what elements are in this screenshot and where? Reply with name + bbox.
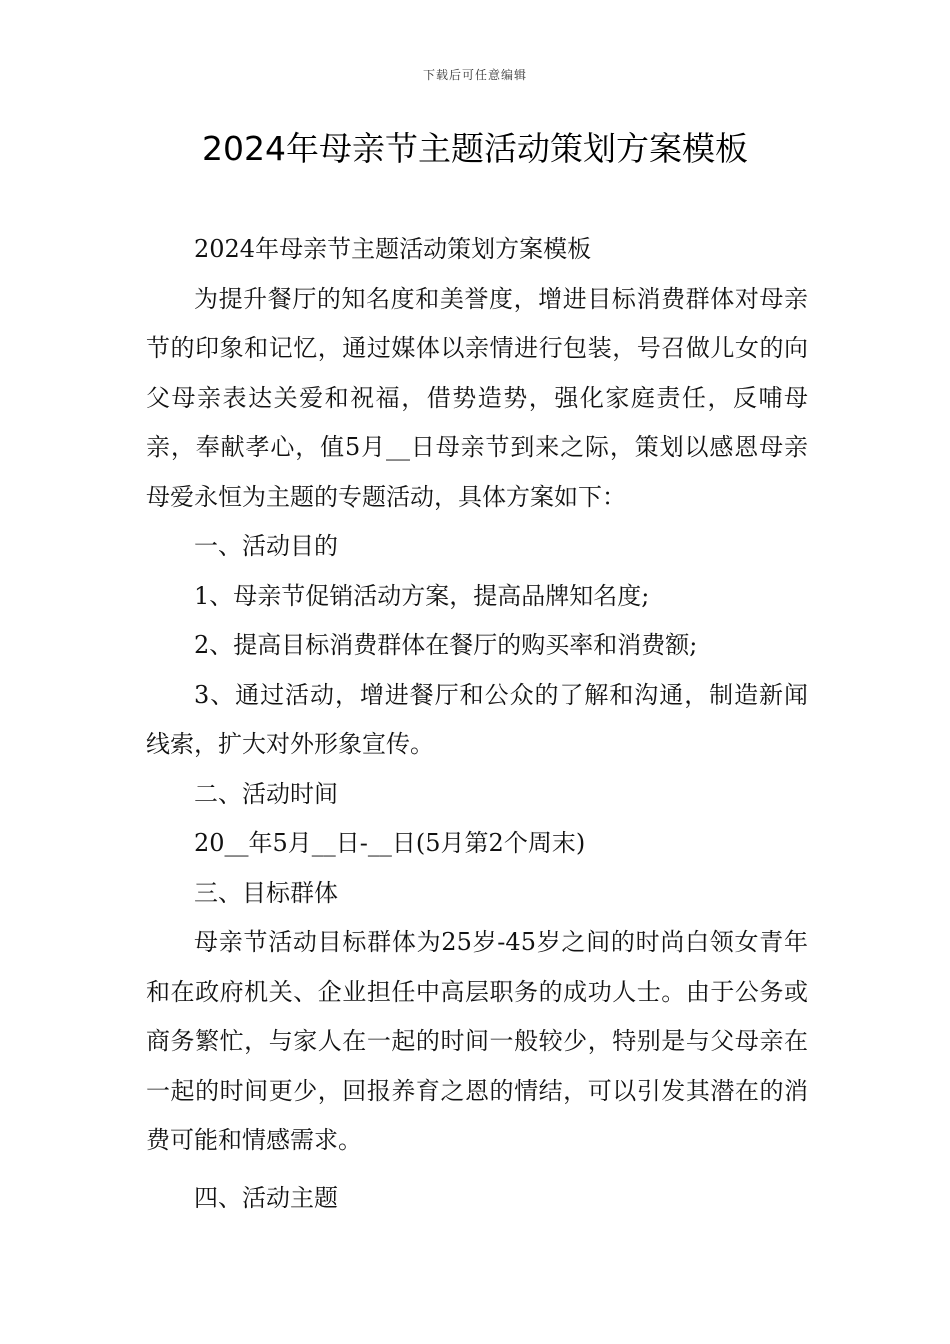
paragraph-intro: 为提升餐厅的知名度和美誉度，增进目标消费群体对母亲节的印象和记忆，通过媒体以亲情进行包装，号召做儿女的向父母亲表达关爱和祝福，借势造势，强化家庭责任，反哺母亲，奉献孝心，值5月__日母亲节到来之际，策划以感恩母亲母爱永恒为主题的专题活动，具体方案如下： (146, 284, 808, 511)
paragraph-target-group: 母亲节活动目标群体为25岁-45岁之间的时尚白领女青年和在政府机关、企业担任中高层职务的成功人士。由于公务或商务繁忙，与家人在一起的时间一般较少，特别是与父母亲在一起的时间更少，回报养育之恩的情结，可以引发其潜在的消费可能和情感需求。 (146, 928, 808, 1154)
list-item-purpose-1: 1、母亲节促销活动方案，提高品牌知名度; (194, 581, 650, 610)
paragraph-subtitle: 2024年母亲节主题活动策划方案模板 (194, 235, 592, 263)
document-title: 2024年母亲节主题活动策划方案模板 (202, 129, 748, 168)
header-note: 下载后可任意编辑 (422, 68, 527, 82)
heading-theme: 四、活动主题 (194, 1183, 338, 1212)
paragraph-time: 20__年5月__日-__日(5月第2个周末) (194, 829, 586, 857)
document-body (146, 225, 808, 1223)
heading-time: 二、活动时间 (194, 779, 338, 808)
heading-purpose: 一、活动目的 (194, 532, 338, 560)
list-item-purpose-2: 2、提高目标消费群体在餐厅的购买率和消费额; (194, 631, 698, 659)
list-item-purpose-3: 3、通过活动，增进餐厅和公众的了解和沟通，制造新闻线索，扩大对外形象宣传。 (146, 680, 808, 758)
heading-target-group: 三、目标群体 (194, 878, 338, 907)
